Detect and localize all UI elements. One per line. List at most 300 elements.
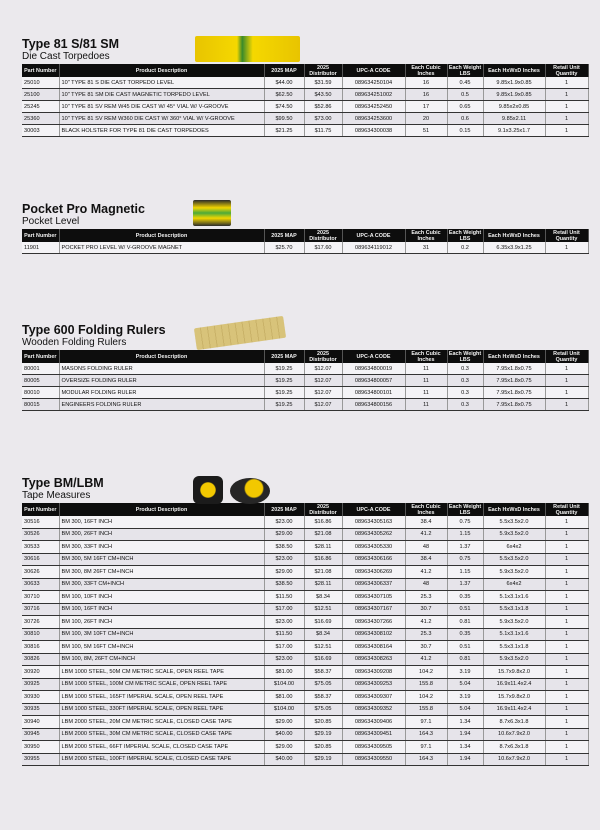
table-cell: 089634305330 — [342, 541, 405, 554]
table-cell: 1 — [545, 387, 588, 399]
product-description: BM 100, 26FT INCH — [59, 616, 264, 629]
table-cell: 089634307266 — [342, 616, 405, 629]
table-cell: 089634800057 — [342, 375, 405, 387]
table-row — [22, 125, 588, 137]
table-cell: 164.3 — [405, 753, 447, 766]
table-cell: $23.00 — [264, 516, 304, 528]
table-cell: 0.51 — [447, 641, 483, 654]
table-cell: 0.81 — [447, 616, 483, 629]
table-cell: 16 — [405, 77, 447, 89]
product-table — [22, 64, 589, 137]
table-cell: 1 — [545, 516, 588, 528]
table-cell: 155.8 — [405, 678, 447, 691]
table-cell: $12.51 — [304, 641, 342, 654]
table-header-row — [22, 503, 588, 516]
table-cell: 089634252450 — [342, 101, 405, 113]
table-row — [22, 616, 588, 629]
table-row — [22, 77, 588, 89]
table-cell: 7.95x1.8x0.75 — [483, 399, 545, 411]
table-cell: 1 — [545, 375, 588, 387]
table-cell: $16.86 — [304, 553, 342, 566]
section-title: Type 600 Folding Rulers — [22, 323, 166, 337]
tape-measure-image — [193, 476, 223, 504]
table-cell: $12.07 — [304, 375, 342, 387]
table-cell: $58.37 — [304, 691, 342, 704]
table-cell: 9.85x2x0.85 — [483, 101, 545, 113]
table-cell: 5.1x3.1x1.6 — [483, 628, 545, 641]
torpedo-level-image — [195, 36, 300, 62]
table-cell: 1.34 — [447, 741, 483, 754]
table-cell: 6x4x2 — [483, 578, 545, 591]
table-cell: 1.37 — [447, 578, 483, 591]
table-cell: 30716 — [22, 603, 59, 616]
table-cell: 41.2 — [405, 528, 447, 541]
table-cell: $38.50 — [264, 541, 304, 554]
column-header: Each Weight LBS — [448, 503, 482, 516]
table-cell: 089634250104 — [342, 77, 405, 89]
table-cell: 30935 — [22, 703, 59, 716]
table-cell: 30.7 — [405, 603, 447, 616]
section-type-600 — [22, 324, 588, 411]
product-table — [22, 229, 589, 254]
table-cell: 30940 — [22, 716, 59, 729]
product-description: LBM 1000 STEEL, 50M CM METRIC SCALE, OPEN REEL TAPE — [59, 666, 264, 679]
table-cell: 25.3 — [405, 628, 447, 641]
table-cell: $38.50 — [264, 578, 304, 591]
product-description: MODULAR FOLDING RULER — [59, 387, 264, 399]
table-cell: 0.81 — [447, 653, 483, 666]
column-header: 2025 Distributor — [304, 350, 342, 363]
table-cell: $12.07 — [304, 363, 342, 375]
table-cell: 1 — [545, 716, 588, 729]
table-cell: 30810 — [22, 628, 59, 641]
table-cell: 30955 — [22, 753, 59, 766]
table-cell: 1 — [545, 89, 588, 101]
table-cell: 1 — [545, 553, 588, 566]
table-cell: 41.2 — [405, 566, 447, 579]
table-row — [22, 566, 588, 579]
product-description: LBM 1000 STEEL, 165FT IMPERIAL SCALE, OPEN REEL TAPE — [59, 691, 264, 704]
column-header: Product Description — [59, 503, 264, 516]
table-cell: 089634306166 — [342, 553, 405, 566]
column-header: UPC-A CODE — [342, 229, 405, 242]
table-cell: 51 — [405, 125, 447, 137]
table-cell: 80005 — [22, 375, 59, 387]
table-cell: 1 — [545, 528, 588, 541]
table-cell: 1 — [545, 242, 588, 254]
product-description: BM 100, 8M, 26FT CM+INCH — [59, 653, 264, 666]
table-cell: 1 — [545, 399, 588, 411]
table-cell: 30626 — [22, 566, 59, 579]
table-row — [22, 716, 588, 729]
column-header: Retail Unit Quantity — [545, 229, 588, 242]
table-cell: 1 — [545, 113, 588, 125]
table-row — [22, 113, 588, 125]
product-description: 10" TYPE 81 SV REM W45 DIE CAST W/ 45° VIAL W/ V-GROOVE — [59, 101, 264, 113]
table-cell: 97.1 — [405, 716, 447, 729]
table-row — [22, 591, 588, 604]
table-cell: 089634309550 — [342, 753, 405, 766]
column-header: Each HxWxD Inches — [483, 64, 545, 77]
table-cell: 1.37 — [447, 541, 483, 554]
table-cell: 20 — [405, 113, 447, 125]
column-header: Retail Unit Quantity — [545, 64, 588, 77]
table-cell: $19.25 — [264, 399, 304, 411]
table-cell: 5.5x3.5x2.0 — [483, 516, 545, 528]
table-cell: $28.11 — [304, 578, 342, 591]
table-row — [22, 678, 588, 691]
table-cell: 30816 — [22, 641, 59, 654]
column-header: 2025 MAP — [264, 503, 304, 516]
table-cell: 089634306269 — [342, 566, 405, 579]
table-header-row — [22, 350, 588, 363]
table-cell: 6.35x3.9x1.25 — [483, 242, 545, 254]
section-pocket-pro — [22, 203, 588, 254]
table-cell: $20.85 — [304, 741, 342, 754]
table-cell: 17 — [405, 101, 447, 113]
table-cell: 30.7 — [405, 641, 447, 654]
table-cell: 1.94 — [447, 728, 483, 741]
product-description: BM 300, 8M 26FT CM+INCH — [59, 566, 264, 579]
product-description: BM 300, 33FT INCH — [59, 541, 264, 554]
table-cell: 0.3 — [447, 363, 483, 375]
table-cell: $19.25 — [264, 375, 304, 387]
product-description: ENGINEERS FOLDING RULER — [59, 399, 264, 411]
table-row — [22, 703, 588, 716]
pocket-level-image — [193, 200, 231, 226]
table-row — [22, 242, 588, 254]
table-cell: 3.19 — [447, 691, 483, 704]
table-cell: 7.95x1.8x0.75 — [483, 375, 545, 387]
table-cell: 0.35 — [447, 591, 483, 604]
product-table — [22, 350, 589, 411]
column-header: Each HxWxD Inches — [483, 229, 545, 242]
product-description: LBM 2000 STEEL, 20M CM METRIC SCALE, CLOSED CASE TAPE — [59, 716, 264, 729]
table-cell: 9.85x1.9x0.85 — [483, 77, 545, 89]
table-cell: 089634307105 — [342, 591, 405, 604]
table-cell: $31.59 — [304, 77, 342, 89]
table-cell: $11.75 — [304, 125, 342, 137]
table-cell: 1 — [545, 703, 588, 716]
table-cell: $21.25 — [264, 125, 304, 137]
table-cell: 7.95x1.8x0.75 — [483, 363, 545, 375]
product-description: LBM 2000 STEEL, 66FT IMPERIAL SCALE, CLOSED CASE TAPE — [59, 741, 264, 754]
table-cell: 25360 — [22, 113, 59, 125]
column-header: Each Weight LBS — [448, 229, 482, 242]
table-cell: $19.25 — [264, 363, 304, 375]
table-cell: $19.25 — [264, 387, 304, 399]
table-cell: 089634308263 — [342, 653, 405, 666]
table-cell: 11 — [405, 375, 447, 387]
table-cell: $40.00 — [264, 728, 304, 741]
table-cell: 25010 — [22, 77, 59, 89]
table-cell: $62.50 — [264, 89, 304, 101]
column-header: 2025 MAP — [264, 229, 304, 242]
table-cell: $43.50 — [304, 89, 342, 101]
table-cell: 104.2 — [405, 691, 447, 704]
table-cell: 1 — [545, 363, 588, 375]
column-header: UPC-A CODE — [342, 503, 405, 516]
table-cell: $17.00 — [264, 603, 304, 616]
table-cell: 1 — [545, 628, 588, 641]
section-type-bm — [22, 477, 588, 766]
table-cell: $104.00 — [264, 678, 304, 691]
table-row — [22, 553, 588, 566]
table-row — [22, 666, 588, 679]
product-description: BM 100, 3M 10FT CM+INCH — [59, 628, 264, 641]
table-cell: 089634309505 — [342, 741, 405, 754]
table-cell: 089634309451 — [342, 728, 405, 741]
table-cell: $44.00 — [264, 77, 304, 89]
column-header: Each Cubic Inches — [405, 64, 447, 77]
table-cell: 1 — [545, 578, 588, 591]
table-cell: 5.9x3.5x2.0 — [483, 566, 545, 579]
table-row — [22, 399, 588, 411]
table-cell: 15.7x9.8x2.0 — [483, 691, 545, 704]
table-cell: 25.3 — [405, 591, 447, 604]
table-row — [22, 363, 588, 375]
table-cell: $75.05 — [304, 703, 342, 716]
table-cell: $23.00 — [264, 553, 304, 566]
table-row — [22, 728, 588, 741]
table-cell: 38.4 — [405, 553, 447, 566]
section-subtitle: Tape Measures — [22, 490, 91, 501]
product-description: BM 300, 26FT INCH — [59, 528, 264, 541]
table-cell: 30526 — [22, 528, 59, 541]
table-cell: 089634307167 — [342, 603, 405, 616]
table-cell: $12.51 — [304, 603, 342, 616]
table-cell: 5.9x3.5x2.0 — [483, 653, 545, 666]
table-cell: 164.3 — [405, 728, 447, 741]
section-subtitle: Die Cast Torpedoes — [22, 51, 110, 62]
table-row — [22, 101, 588, 113]
table-row — [22, 89, 588, 101]
table-cell: 15.7x9.8x2.0 — [483, 666, 545, 679]
table-cell: 0.65 — [447, 101, 483, 113]
column-header: Each Cubic Inches — [405, 350, 447, 363]
product-description: BM 100, 10FT INCH — [59, 591, 264, 604]
column-header: Part Number — [22, 350, 59, 363]
table-cell: 80015 — [22, 399, 59, 411]
table-cell: $21.08 — [304, 528, 342, 541]
table-cell: 104.2 — [405, 666, 447, 679]
table-cell: 41.2 — [405, 616, 447, 629]
table-cell: 1 — [545, 728, 588, 741]
table-cell: 38.4 — [405, 516, 447, 528]
table-row — [22, 691, 588, 704]
column-header: Product Description — [59, 64, 264, 77]
table-cell: 30710 — [22, 591, 59, 604]
table-cell: 0.45 — [447, 77, 483, 89]
table-header-row — [22, 64, 588, 77]
table-cell: $17.00 — [264, 641, 304, 654]
column-header: Product Description — [59, 229, 264, 242]
table-cell: $29.00 — [264, 741, 304, 754]
table-cell: 0.2 — [447, 242, 483, 254]
table-cell: 089634306337 — [342, 578, 405, 591]
section-title: Pocket Pro Magnetic — [22, 202, 145, 216]
table-cell: 31 — [405, 242, 447, 254]
table-cell: 1 — [545, 666, 588, 679]
table-cell: 5.1x3.1x1.6 — [483, 591, 545, 604]
column-header: 2025 Distributor — [304, 229, 342, 242]
table-cell: 97.1 — [405, 741, 447, 754]
column-header: 2025 MAP — [264, 64, 304, 77]
table-cell: $11.50 — [264, 628, 304, 641]
table-cell: 155.8 — [405, 703, 447, 716]
table-row — [22, 516, 588, 528]
table-cell: 0.35 — [447, 628, 483, 641]
table-cell: 089634800019 — [342, 363, 405, 375]
table-cell: $75.05 — [304, 678, 342, 691]
column-header: Part Number — [22, 503, 59, 516]
table-row — [22, 753, 588, 766]
table-cell: $28.11 — [304, 541, 342, 554]
column-header: Each Weight LBS — [448, 64, 482, 77]
table-cell: $74.50 — [264, 101, 304, 113]
table-cell: $12.07 — [304, 387, 342, 399]
table-cell: $73.00 — [304, 113, 342, 125]
table-cell: 1 — [545, 101, 588, 113]
column-header: Part Number — [22, 229, 59, 242]
table-cell: 6x4x2 — [483, 541, 545, 554]
table-cell: 1 — [545, 616, 588, 629]
table-cell: $52.86 — [304, 101, 342, 113]
table-cell: $81.00 — [264, 666, 304, 679]
table-cell: 1.15 — [447, 566, 483, 579]
table-row — [22, 541, 588, 554]
table-cell: 9.1x3.25x1.7 — [483, 125, 545, 137]
column-header: Each HxWxD Inches — [483, 350, 545, 363]
table-cell: 0.3 — [447, 387, 483, 399]
table-cell: 30950 — [22, 741, 59, 754]
table-row — [22, 628, 588, 641]
table-cell: $17.60 — [304, 242, 342, 254]
table-cell: 48 — [405, 578, 447, 591]
table-cell: 5.9x3.5x2.0 — [483, 528, 545, 541]
table-cell: 089634305163 — [342, 516, 405, 528]
table-cell: 25100 — [22, 89, 59, 101]
table-cell: 30516 — [22, 516, 59, 528]
section-subtitle: Wooden Folding Rulers — [22, 337, 127, 348]
table-cell: 0.51 — [447, 603, 483, 616]
table-cell: 1 — [545, 753, 588, 766]
table-cell: $23.00 — [264, 653, 304, 666]
table-cell: 1.15 — [447, 528, 483, 541]
table-cell: 1 — [545, 741, 588, 754]
product-description: OVERSIZE FOLDING RULER — [59, 375, 264, 387]
product-description: 10" TYPE 81 SM DIE CAST MAGNETIC TORPEDO LEVEL — [59, 89, 264, 101]
table-cell: 089634309307 — [342, 691, 405, 704]
product-description: MASONS FOLDING RULER — [59, 363, 264, 375]
table-cell: 5.5x3.5x2.0 — [483, 553, 545, 566]
column-header: Each Cubic Inches — [405, 503, 447, 516]
table-cell: 1 — [545, 603, 588, 616]
table-row — [22, 653, 588, 666]
table-cell: 089634309406 — [342, 716, 405, 729]
table-cell: 9.85x2.11 — [483, 113, 545, 125]
table-cell: 5.9x3.5x2.0 — [483, 616, 545, 629]
table-cell: 0.3 — [447, 375, 483, 387]
table-cell: 30826 — [22, 653, 59, 666]
table-cell: 30726 — [22, 616, 59, 629]
table-cell: 0.5 — [447, 89, 483, 101]
table-cell: 80010 — [22, 387, 59, 399]
column-header: Each Weight LBS — [448, 350, 482, 363]
product-description: BM 300, 33FT CM+INCH — [59, 578, 264, 591]
table-cell: $25.70 — [264, 242, 304, 254]
table-cell: $29.00 — [264, 528, 304, 541]
table-cell: 5.5x3.1x1.8 — [483, 641, 545, 654]
column-header: 2025 Distributor — [304, 503, 342, 516]
table-cell: 1 — [545, 77, 588, 89]
table-cell: $104.00 — [264, 703, 304, 716]
table-cell: 16.9x11.4x2.4 — [483, 678, 545, 691]
table-cell: 089634309253 — [342, 678, 405, 691]
table-cell: $81.00 — [264, 691, 304, 704]
table-row — [22, 387, 588, 399]
table-cell: $29.19 — [304, 753, 342, 766]
table-cell: 089634308164 — [342, 641, 405, 654]
product-description: BM 300, 5M 16FT CM+INCH — [59, 553, 264, 566]
table-cell: 1 — [545, 653, 588, 666]
column-header: Retail Unit Quantity — [545, 350, 588, 363]
table-cell: 7.95x1.8x0.75 — [483, 387, 545, 399]
table-cell: 089634251002 — [342, 89, 405, 101]
table-cell: 30533 — [22, 541, 59, 554]
table-cell: 089634308102 — [342, 628, 405, 641]
product-description: LBM 2000 STEEL, 30M CM METRIC SCALE, CLOSED CASE TAPE — [59, 728, 264, 741]
column-header: UPC-A CODE — [342, 64, 405, 77]
table-cell: 48 — [405, 541, 447, 554]
product-description: BM 300, 16FT INCH — [59, 516, 264, 528]
table-cell: 089634253600 — [342, 113, 405, 125]
table-cell: 1 — [545, 541, 588, 554]
product-description: LBM 1000 STEEL, 330FT IMPERIAL SCALE, OPEN REEL TAPE — [59, 703, 264, 716]
section-title: Type BM/LBM — [22, 476, 104, 490]
table-row — [22, 375, 588, 387]
table-cell: $16.69 — [304, 616, 342, 629]
section-subtitle: Pocket Level — [22, 216, 80, 227]
reel-tape-image — [230, 478, 270, 504]
table-row — [22, 578, 588, 591]
table-cell: 8.7x6.3x1.8 — [483, 716, 545, 729]
table-cell: $29.00 — [264, 716, 304, 729]
product-description: 10" TYPE 81 SV REM W360 DIE CAST W/ 360° VIAL W/ V-GROOVE — [59, 113, 264, 125]
table-cell: 11 — [405, 399, 447, 411]
product-description: BM 100, 5M 16FT CM+INCH — [59, 641, 264, 654]
table-cell: 25245 — [22, 101, 59, 113]
table-cell: 1 — [545, 691, 588, 704]
product-description: LBM 1000 STEEL, 100M CM METRIC SCALE, OPEN REEL TAPE — [59, 678, 264, 691]
table-cell: $58.37 — [304, 666, 342, 679]
table-cell: 30925 — [22, 678, 59, 691]
table-cell: 30920 — [22, 666, 59, 679]
column-header: UPC-A CODE — [342, 350, 405, 363]
table-cell: 0.75 — [447, 553, 483, 566]
table-cell: 089634800101 — [342, 387, 405, 399]
column-header: Each Cubic Inches — [405, 229, 447, 242]
table-cell: $20.85 — [304, 716, 342, 729]
table-cell: $16.86 — [304, 516, 342, 528]
column-header: Product Description — [59, 350, 264, 363]
table-cell: 1 — [545, 125, 588, 137]
table-cell: $40.00 — [264, 753, 304, 766]
table-cell: 30930 — [22, 691, 59, 704]
table-cell: 10.6x7.9x2.0 — [483, 728, 545, 741]
table-cell: $29.19 — [304, 728, 342, 741]
table-cell: 11 — [405, 387, 447, 399]
